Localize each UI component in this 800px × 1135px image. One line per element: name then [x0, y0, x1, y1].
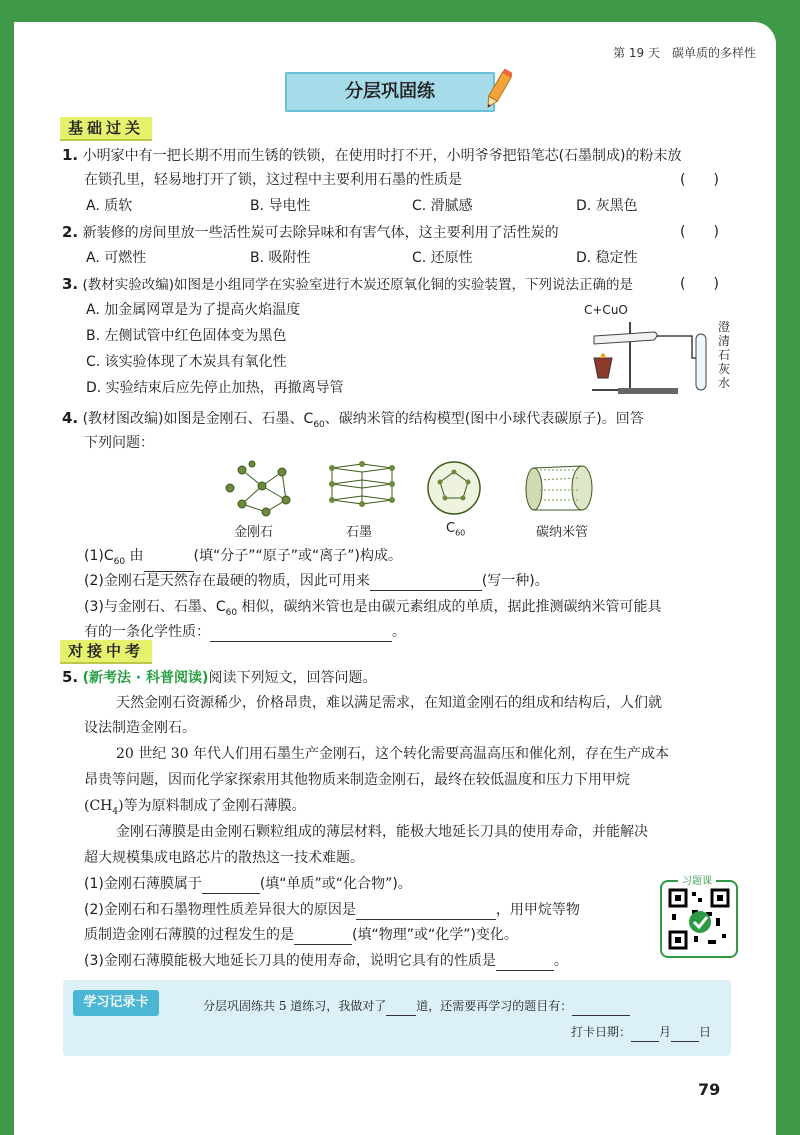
q1-option-d: D. 灰黑色 [576, 198, 638, 214]
record-line2: 打卡日期： 月 日 [571, 1022, 711, 1042]
banner-title: 分层巩固练 [345, 81, 435, 102]
answer-blank[interactable] [386, 1000, 416, 1016]
pencil-icon [484, 68, 512, 112]
section-banner [285, 72, 495, 112]
carbon-models-figure [222, 460, 602, 520]
q2-option-a: A. 可燃性 [86, 250, 147, 266]
q4-sub3-line1: (3)与金刚石、石墨、$C_{60}$ 相似，碳纳米管也是由碳元素组成的单质，据此推测碳纳米管可能具 [84, 599, 662, 618]
q5-line1: 5. (新考法 · 科普阅读)阅读下列短文，回答问题。 [62, 668, 377, 686]
answer-blank[interactable] [370, 575, 482, 591]
qr-code[interactable] [660, 876, 738, 958]
q5-para2-line1: 20 世纪 30 年代人们用石墨生产金刚石，这个转化需要高温高压和催化剂，存在生产成本 [116, 746, 669, 762]
q5-sub2-line1: (2)金刚石和石墨物理性质差异很大的原因是 ，用甲烷等物 [84, 902, 580, 918]
section-exam: 对接中考 [60, 640, 152, 664]
caption-diamond: 金刚石 [234, 525, 274, 540]
q3-option-c: C. 该实验体现了木炭具有氧化性 [86, 354, 287, 370]
q1-line1: 1. 小明家中有一把长期不用而生锈的铁锁，在使用时打不开，小明爷爷把铅笔芯(石墨制成)的粉末放 [62, 146, 682, 164]
q5-sub3: (3)金刚石薄膜能极大地延长刀具的使用寿命，说明它具有的性质是 。 [84, 953, 568, 969]
q2-option-c: C. 还原性 [412, 250, 473, 266]
q2-option-b: B. 吸附性 [250, 250, 311, 266]
record-line1: 分层巩固练共 5 道练习，我做对了 道，还需要再学习的题目有： [203, 996, 630, 1016]
qr-pattern-icon [664, 884, 734, 954]
q1-line2: 在锁孔里，轻易地打开了锁，这过程中主要利用石墨的性质是 [84, 172, 462, 188]
answer-blank[interactable] [210, 626, 392, 642]
q5-para2-line3: $(CH_4)$等为原料制成了金刚石薄膜。 [84, 798, 306, 817]
topic-label: 碳单质的多样性 [671, 46, 756, 60]
apparatus-figure [580, 318, 720, 398]
answer-blank[interactable] [496, 955, 554, 971]
qr-label: 习题课 [678, 872, 716, 887]
answer-blank[interactable] [356, 904, 496, 920]
record-tag: 学习记录卡 [73, 990, 159, 1016]
q1-option-b: B. 导电性 [250, 198, 311, 214]
study-record-card [63, 980, 731, 1056]
q3-line1: 3. (教材实验改编)如图是小组同学在实验室进行木炭还原氧化铜的实验装置，下列说法正确的是 [62, 275, 633, 293]
q5-para1-line2: 设法制造金刚石。 [84, 720, 196, 736]
q1-option-a: A. 质软 [86, 198, 133, 214]
q5-para3-line1: 金刚石薄膜是由金刚石颗粒组成的薄层材料，能极大地延长刀具的使用寿命，并能解决 [116, 824, 648, 840]
q5-sub1: (1)金刚石薄膜属于 (填“单质”或“化合物”)。 [84, 876, 412, 892]
q3-option-a: A. 加金属网罩是为了提高火焰温度 [86, 302, 301, 318]
q2-option-d: D. 稳定性 [576, 250, 638, 266]
page-header [613, 44, 756, 61]
q2-line1: 2. 新装修的房间里放一些活性炭可去除异味和有害气体，这主要利用了活性炭的 [62, 223, 559, 241]
answer-blank[interactable] [631, 1026, 659, 1042]
q5-para2-line2: 昂贵等问题，因而化学家探索用其他物质来制造金刚石，最终在较低温度和压力下用甲烷 [84, 772, 630, 788]
q3-paren: ( ) [680, 276, 719, 292]
q3-option-b: B. 左侧试管中红色固体变为黑色 [86, 328, 287, 344]
q5-para1-line1: 天然金刚石资源稀少，价格昂贵，难以满足需求，在知道金刚石的组成和结构后，人们就 [116, 695, 662, 711]
page-number: 79 [698, 1080, 721, 1099]
caption-graphite: 石墨 [346, 525, 373, 540]
q4-sub3-line2: 有的一条化学性质： 。 [84, 624, 406, 640]
q3-fig-label: C+CuO [584, 303, 628, 317]
q4-line1: 4. (教材图改编)如图是金刚石、石墨、$C_{60}$、碳纳米管的结构模型(图中小球代表碳原子)。回答 [62, 409, 644, 430]
answer-blank[interactable] [572, 1000, 630, 1016]
caption-nanotube: 碳纳米管 [536, 525, 589, 540]
day-label: 第 19 天 [613, 46, 660, 60]
q1-option-c: C. 滑腻感 [412, 198, 473, 214]
section-basic: 基础过关 [60, 117, 152, 141]
q4-sub1: $(1)C_{60}$ 由 (填“分子”“原子”或“离子”)构成。 [84, 546, 402, 572]
limewater-label: 澄清石灰水 [718, 320, 731, 390]
answer-blank[interactable] [294, 929, 352, 945]
q5-sub2-line2: 质制造金刚石薄膜的过程发生的是 (填“物理”或“化学”)变化。 [84, 927, 518, 943]
answer-blank[interactable] [671, 1026, 699, 1042]
answer-blank[interactable] [202, 878, 260, 894]
q2-paren: ( ) [680, 224, 719, 240]
q3-option-d: D. 实验结束后应先停止加热，再撤离导管 [86, 380, 344, 396]
q4-sub2: (2)金刚石是天然存在最硬的物质，因此可用来 (写一种)。 [84, 573, 549, 589]
q4-line2: 下列问题： [84, 435, 154, 451]
caption-c60: $C_{60}$ [446, 521, 466, 538]
q1-paren: ( ) [680, 172, 719, 188]
q5-para3-line2: 超大规模集成电路芯片的散热这一技术难题。 [84, 850, 364, 866]
answer-blank[interactable] [144, 556, 194, 572]
